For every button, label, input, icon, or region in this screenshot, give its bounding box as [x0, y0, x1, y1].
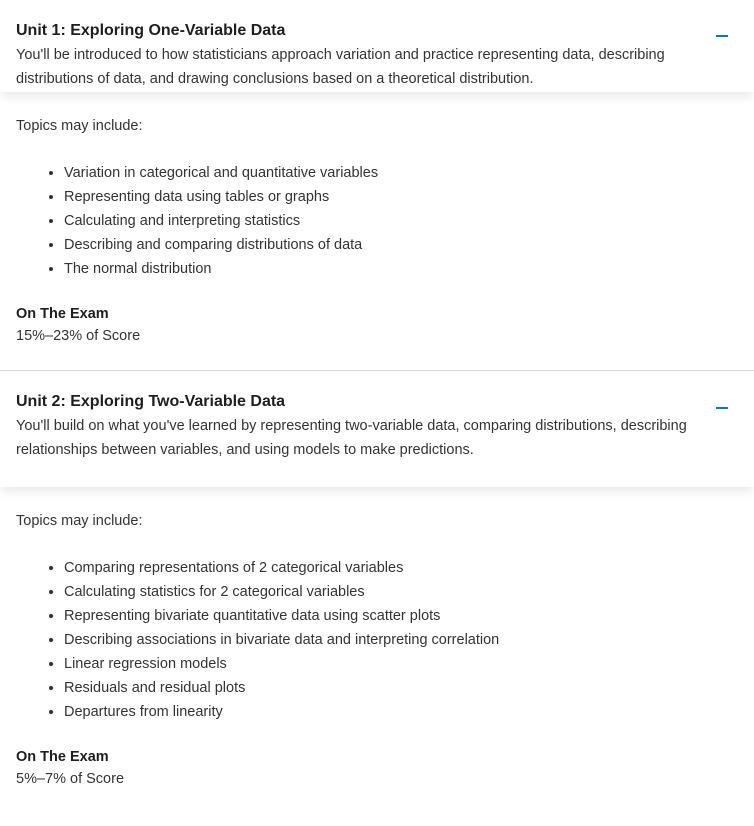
unit-1-body — [0, 92, 754, 346]
unit-1-header[interactable] — [0, 0, 754, 92]
unit-1-accordion — [0, 0, 754, 346]
unit-1-description: You'll be introduced to how statisticians approach variation and practice representing data, describing distributions of data, and drawing conclusions based on a theoretical distribution. — [16, 47, 665, 87]
topic-item: • Linear regression models — [64, 652, 738, 676]
topic-item: • Comparing representations of 2 categorical variables — [64, 556, 738, 580]
unit-1-collapse-button[interactable] — [716, 30, 728, 42]
unit-2-collapse-button[interactable] — [716, 402, 728, 414]
unit-2-body — [0, 487, 754, 789]
unit-2-description: You'll build on what you've learned by representing two-variable data, comparing distributions, describing relationships between variables, and using models to make predictions. — [16, 418, 687, 458]
topic-item: • Describing associations in bivariate data and interpreting correlation — [64, 628, 738, 652]
minus-icon — [716, 407, 728, 409]
unit-1-topics-intro: Topics may include: — [16, 118, 143, 134]
minus-icon — [716, 35, 728, 37]
topic-item: • Describing and comparing distributions of data — [64, 233, 738, 257]
unit-1-exam-score: 15%–23% of Score — [16, 328, 141, 344]
topic-item: • The normal distribution — [64, 257, 738, 281]
unit-1-exam-heading: On The Exam — [16, 306, 109, 322]
unit-2-header[interactable] — [0, 371, 754, 487]
topic-item: • Calculating statistics for 2 categorical variables — [64, 580, 738, 604]
topic-item: • Variation in categorical and quantitative variables — [64, 161, 738, 185]
unit-2-topics-intro: Topics may include: — [16, 513, 143, 529]
unit-2-topic-list — [16, 556, 738, 724]
unit-2-title: Unit 2: Exploring Two-Variable Data — [16, 393, 286, 410]
topic-item: • Departures from linearity — [64, 700, 738, 724]
topic-item: • Representing bivariate quantitative data using scatter plots — [64, 604, 738, 628]
topic-item: • Calculating and interpreting statistics — [64, 209, 738, 233]
unit-2-exam-heading: On The Exam — [16, 749, 109, 765]
unit-2-exam-score: 5%–7% of Score — [16, 771, 125, 787]
unit-1-title: Unit 1: Exploring One-Variable Data — [16, 22, 286, 39]
topic-item: • Residuals and residual plots — [64, 676, 738, 700]
topic-item: • Representing data using tables or graphs — [64, 185, 738, 209]
unit-2-accordion — [0, 371, 754, 789]
unit-1-topic-list — [16, 161, 738, 281]
